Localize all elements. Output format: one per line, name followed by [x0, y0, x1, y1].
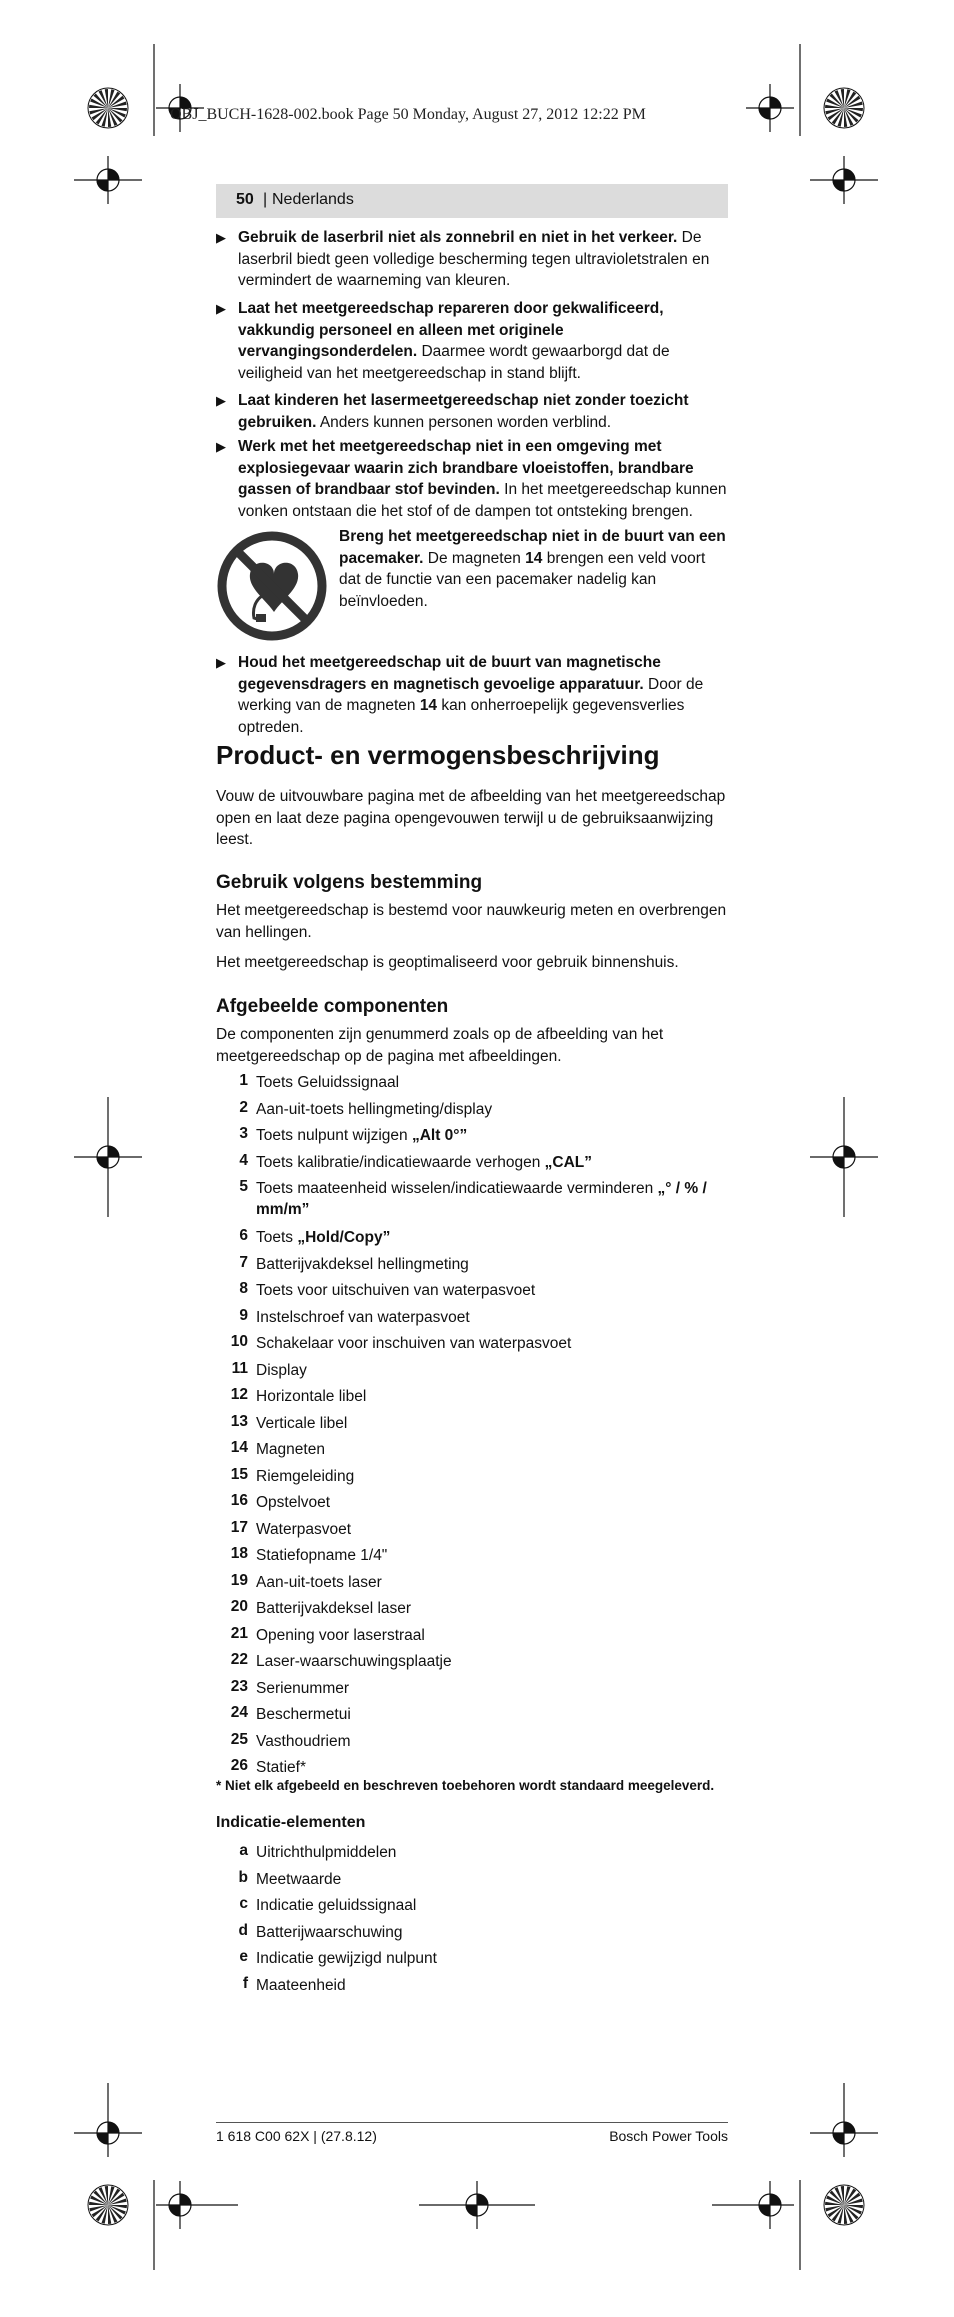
list-item-text: Indicatie gewijzigd nulpunt — [256, 1950, 437, 1967]
list-item — [216, 1307, 736, 1333]
list-item-key: „° / % / mm/m” — [256, 1180, 707, 1218]
warning-bold: Werk met het meetgereedschap niet in een omgeving met explosiegevaar waarin zich brandbare vloeistoffen, brandbare gassen of brandbaar stof bevinden. — [238, 438, 694, 498]
list-item-letter: f — [242, 1974, 248, 1992]
list-item-label: Batterijvakdeksel hellingmeting — [256, 1255, 469, 1273]
pacemaker-warning — [339, 526, 731, 612]
list-item-text — [256, 1254, 726, 1275]
header-language: Nederlands — [272, 191, 354, 208]
list-item — [216, 1572, 736, 1598]
list-item-label: Opening voor laserstraal — [256, 1626, 425, 1644]
list-item-label: Aan-uit-toets laser — [256, 1573, 382, 1591]
list-item-text: Uitrichthulpmiddelen — [256, 1844, 397, 1861]
warning-text: Door de werking van de magneten — [238, 675, 704, 714]
list-item-label: Verticale libel — [256, 1414, 348, 1432]
list-item-number: 7 — [239, 1253, 248, 1271]
pacemaker-text: De magneten — [423, 549, 526, 567]
footer-brand: Bosch Power Tools — [609, 2128, 728, 2144]
list-item — [216, 1360, 736, 1386]
bullet-arrow-icon: ▶ — [216, 655, 226, 670]
list-item — [216, 1333, 736, 1359]
list-item — [216, 1492, 736, 1518]
list-item-number: 21 — [230, 1624, 248, 1642]
pacemaker-text-2: brengen een veld voort dat de functie van een pacemaker nadelig kan beïnvloeden. — [339, 549, 706, 610]
list-item-number: 19 — [230, 1571, 248, 1589]
list-item — [216, 1651, 736, 1677]
bullet-arrow-icon: ▶ — [216, 230, 226, 245]
list-item-number: 6 — [239, 1227, 248, 1244]
page-header-bar — [216, 184, 728, 218]
list-item-text — [256, 1413, 726, 1434]
components-intro: De componenten zijn genummerd zoals op de afbeelding van het meetgereedschap op de pagina met afbeeldingen. — [216, 1026, 664, 1065]
list-item-text — [256, 1731, 726, 1752]
list-item-text — [256, 1178, 726, 1220]
list-item — [216, 1227, 736, 1253]
warning-item — [216, 227, 728, 292]
list-item-text: Maateenheid — [256, 1976, 346, 1994]
list-item-text — [256, 1099, 726, 1120]
indicators-title: Indicatie-elementen — [216, 1814, 366, 1831]
list-item — [216, 1254, 736, 1280]
list-item-text: Meetwaarde — [256, 1870, 342, 1888]
list-item-text: Batterijwaarschuwing — [256, 1923, 403, 1941]
list-item-label: Toets — [256, 1229, 298, 1246]
warning-text: In het meetgereedschap kunnen vonken ontstaan die het stof of de dampen tot ontsteking brengen. — [238, 481, 727, 520]
list-item-number: 3 — [239, 1125, 248, 1142]
list-item-number: 22 — [230, 1651, 248, 1668]
no-pacemaker-icon — [216, 530, 328, 642]
list-item-text — [256, 1572, 726, 1593]
list-item-number: 12 — [230, 1386, 248, 1403]
section-title: Product- en vermogensbeschrijving — [216, 740, 660, 770]
list-item — [216, 1922, 736, 1948]
list-item-text — [256, 1333, 726, 1354]
list-item-number: 13 — [230, 1412, 248, 1430]
list-item-text — [256, 1466, 726, 1487]
footer-rule — [216, 2122, 728, 2123]
components-footnote: * Niet elk afgebeeld en beschreven toebehoren wordt standaard meegeleverd. — [216, 1778, 715, 1793]
list-item — [216, 1895, 736, 1921]
header-separator: | — [263, 191, 268, 208]
list-item-label: Toets Geluidssignaal — [256, 1074, 400, 1091]
list-item — [216, 1178, 736, 1218]
warning-item — [216, 436, 728, 522]
list-item-label: Toets kalibratie/indicatiewaarde verhogen — [256, 1153, 545, 1171]
warning-ref-number: 14 — [419, 697, 438, 714]
list-item-label: Beschermetui — [256, 1706, 351, 1723]
list-item-text — [256, 1678, 726, 1699]
list-item-text — [256, 1545, 726, 1566]
list-item-letter: e — [239, 1948, 248, 1965]
list-item — [216, 1072, 736, 1098]
list-item — [216, 1625, 736, 1651]
list-item-label: Display — [256, 1361, 307, 1379]
warning-bold: Gebruik de laserbril niet als zonnebril en niet in het verkeer. — [238, 229, 678, 246]
list-item — [216, 1125, 736, 1151]
list-item-number: 24 — [230, 1704, 248, 1721]
list-item-text — [256, 1125, 726, 1146]
list-item-text — [256, 1519, 726, 1540]
warning-item — [216, 390, 728, 433]
warning-text: Daarmee wordt gewaarborgd dat de veiligheid van het meetgereedschap in stand blijft. — [238, 343, 670, 382]
list-item-text — [256, 1625, 726, 1646]
list-item-text — [256, 1072, 726, 1093]
list-item-label: Instelschroef van waterpasvoet — [256, 1308, 470, 1326]
warning-text-2: kan onherroepelijk gegevensverlies optreden. — [238, 697, 685, 736]
list-item-number: 2 — [239, 1098, 248, 1116]
list-item-label: Statief* — [256, 1759, 306, 1776]
components-title: Afgebeelde componenten — [216, 996, 449, 1017]
list-item — [216, 1519, 736, 1545]
list-item-label: Statiefopname 1/4" — [256, 1547, 388, 1564]
list-item-number: 15 — [230, 1465, 248, 1483]
list-item-number: 5 — [239, 1178, 248, 1195]
bullet-arrow-icon: ▶ — [216, 439, 226, 454]
list-item-label: Magneten — [256, 1441, 325, 1458]
warning-bold: Laat kinderen het lasermeetgereedschap niet zonder toezicht gebruiken. — [238, 392, 689, 431]
list-item-text — [256, 1704, 726, 1725]
warning-text: De laserbril biedt geen volledige bescherming tegen ultravioletstralen en vermindert de waarneming van kleuren. — [238, 229, 710, 289]
list-item-label: Laser-waarschuwingsplaatje — [256, 1653, 452, 1670]
list-item-label: Batterijvakdeksel laser — [256, 1600, 412, 1617]
list-item-label: Horizontale libel — [256, 1388, 367, 1405]
intended-use-p2: Het meetgereedschap is geoptimaliseerd voor gebruik binnenshuis. — [216, 954, 679, 971]
list-item-letter: b — [238, 1868, 248, 1886]
list-item-text — [256, 1757, 726, 1778]
warning-item — [216, 652, 728, 738]
list-item-label: Serienummer — [256, 1679, 350, 1697]
list-item — [216, 1842, 736, 1868]
list-item-label: Aan-uit-toets hellingmeting/display — [256, 1100, 493, 1118]
list-item — [216, 1280, 736, 1306]
intended-use-title: Gebruik volgens bestemming — [216, 872, 483, 893]
page-number: 50 — [236, 191, 254, 208]
bullet-arrow-icon: ▶ — [216, 301, 226, 316]
list-item-number: 9 — [239, 1306, 248, 1324]
list-item-label: Toets nulpunt wijzigen — [256, 1127, 412, 1144]
list-item-number: 10 — [230, 1333, 248, 1350]
list-item-number: 25 — [230, 1730, 248, 1748]
list-item-number: 4 — [239, 1151, 248, 1169]
pacemaker-bold: Breng het meetgereedschap niet in de buurt van een pacemaker. — [339, 528, 726, 567]
list-item-letter: c — [239, 1895, 248, 1912]
list-item-label: Riemgeleiding — [256, 1467, 355, 1485]
list-item — [216, 1545, 736, 1571]
list-item-number: 11 — [231, 1359, 248, 1377]
list-item-number: 14 — [230, 1439, 248, 1456]
list-item — [216, 1099, 736, 1125]
list-item — [216, 1948, 736, 1974]
list-item — [216, 1466, 736, 1492]
list-item-key: „CAL” — [544, 1153, 593, 1171]
list-item-text — [256, 1360, 726, 1381]
warning-bold: Laat het meetgereedschap repareren door gekwalificeerd, vakkundig personeel en alleen met originele vervangingsonderdelen. — [238, 300, 664, 360]
pacemaker-ref-number: 14 — [525, 549, 543, 567]
list-item-number: 16 — [230, 1492, 248, 1509]
print-slug: OBJ_BUCH-1628-002.book Page 50 Monday, August 27, 2012 12:22 PM — [170, 106, 646, 123]
list-item-number: 8 — [239, 1280, 248, 1297]
list-item — [216, 1439, 736, 1465]
list-item-number: 1 — [239, 1072, 248, 1089]
warning-text: Anders kunnen personen worden verblind. — [316, 413, 612, 431]
list-item-text — [256, 1280, 726, 1301]
list-item-label: Toets maateenheid wisselen/indicatiewaarde verminderen — [256, 1180, 658, 1197]
list-item-text — [256, 1307, 726, 1328]
list-item-label: Schakelaar voor inschuiven van waterpasvoet — [256, 1335, 572, 1352]
list-item — [216, 1869, 736, 1895]
list-item-text — [256, 1386, 726, 1407]
list-item-text — [256, 1651, 726, 1672]
list-item — [216, 1413, 736, 1439]
list-item-number: 20 — [230, 1598, 248, 1615]
footer-code: 1 618 C00 62X | (27.8.12) — [216, 2128, 377, 2144]
list-item — [216, 1598, 736, 1624]
list-item-key: „Hold/Copy” — [297, 1229, 391, 1246]
list-item-label: Waterpasvoet — [256, 1520, 352, 1538]
list-item-label: Toets voor uitschuiven van waterpasvoet — [256, 1282, 536, 1299]
section-intro: Vouw de uitvouwbare pagina met de afbeelding van het meetgereedschap open en laat deze pagina opengevouwen terwijl u de gebruiksaanwijzing leest. — [216, 788, 726, 848]
bullet-arrow-icon: ▶ — [216, 393, 226, 408]
list-item-text — [256, 1439, 726, 1460]
list-item-text — [256, 1598, 726, 1619]
list-item-key: „Alt 0°” — [411, 1127, 468, 1144]
list-item-text — [256, 1227, 726, 1248]
list-item-label: Opstelvoet — [256, 1494, 331, 1511]
list-item-text — [256, 1492, 726, 1513]
list-item-number: 17 — [230, 1518, 248, 1536]
list-item-text — [256, 1152, 726, 1173]
list-item-number: 18 — [230, 1545, 248, 1562]
warning-item — [216, 298, 728, 384]
list-item-text: Indicatie geluidssignaal — [256, 1897, 417, 1914]
list-item-number: 26 — [230, 1757, 248, 1774]
warning-bold: Houd het meetgereedschap uit de buurt van magnetische gegevensdragers en magnetisch gevoelige apparatuur. — [238, 654, 661, 693]
intended-use-p1: Het meetgereedschap is bestemd voor nauwkeurig meten en overbrengen van hellingen. — [216, 902, 727, 941]
list-item — [216, 1975, 736, 2001]
list-item — [216, 1678, 736, 1704]
list-item — [216, 1731, 736, 1757]
list-item-label: Vasthoudriem — [256, 1732, 351, 1750]
list-item-letter: d — [238, 1921, 248, 1939]
list-item — [216, 1152, 736, 1178]
list-item-number: 23 — [230, 1677, 248, 1695]
list-item — [216, 1386, 736, 1412]
list-item-letter: a — [239, 1842, 248, 1859]
list-item — [216, 1704, 736, 1730]
